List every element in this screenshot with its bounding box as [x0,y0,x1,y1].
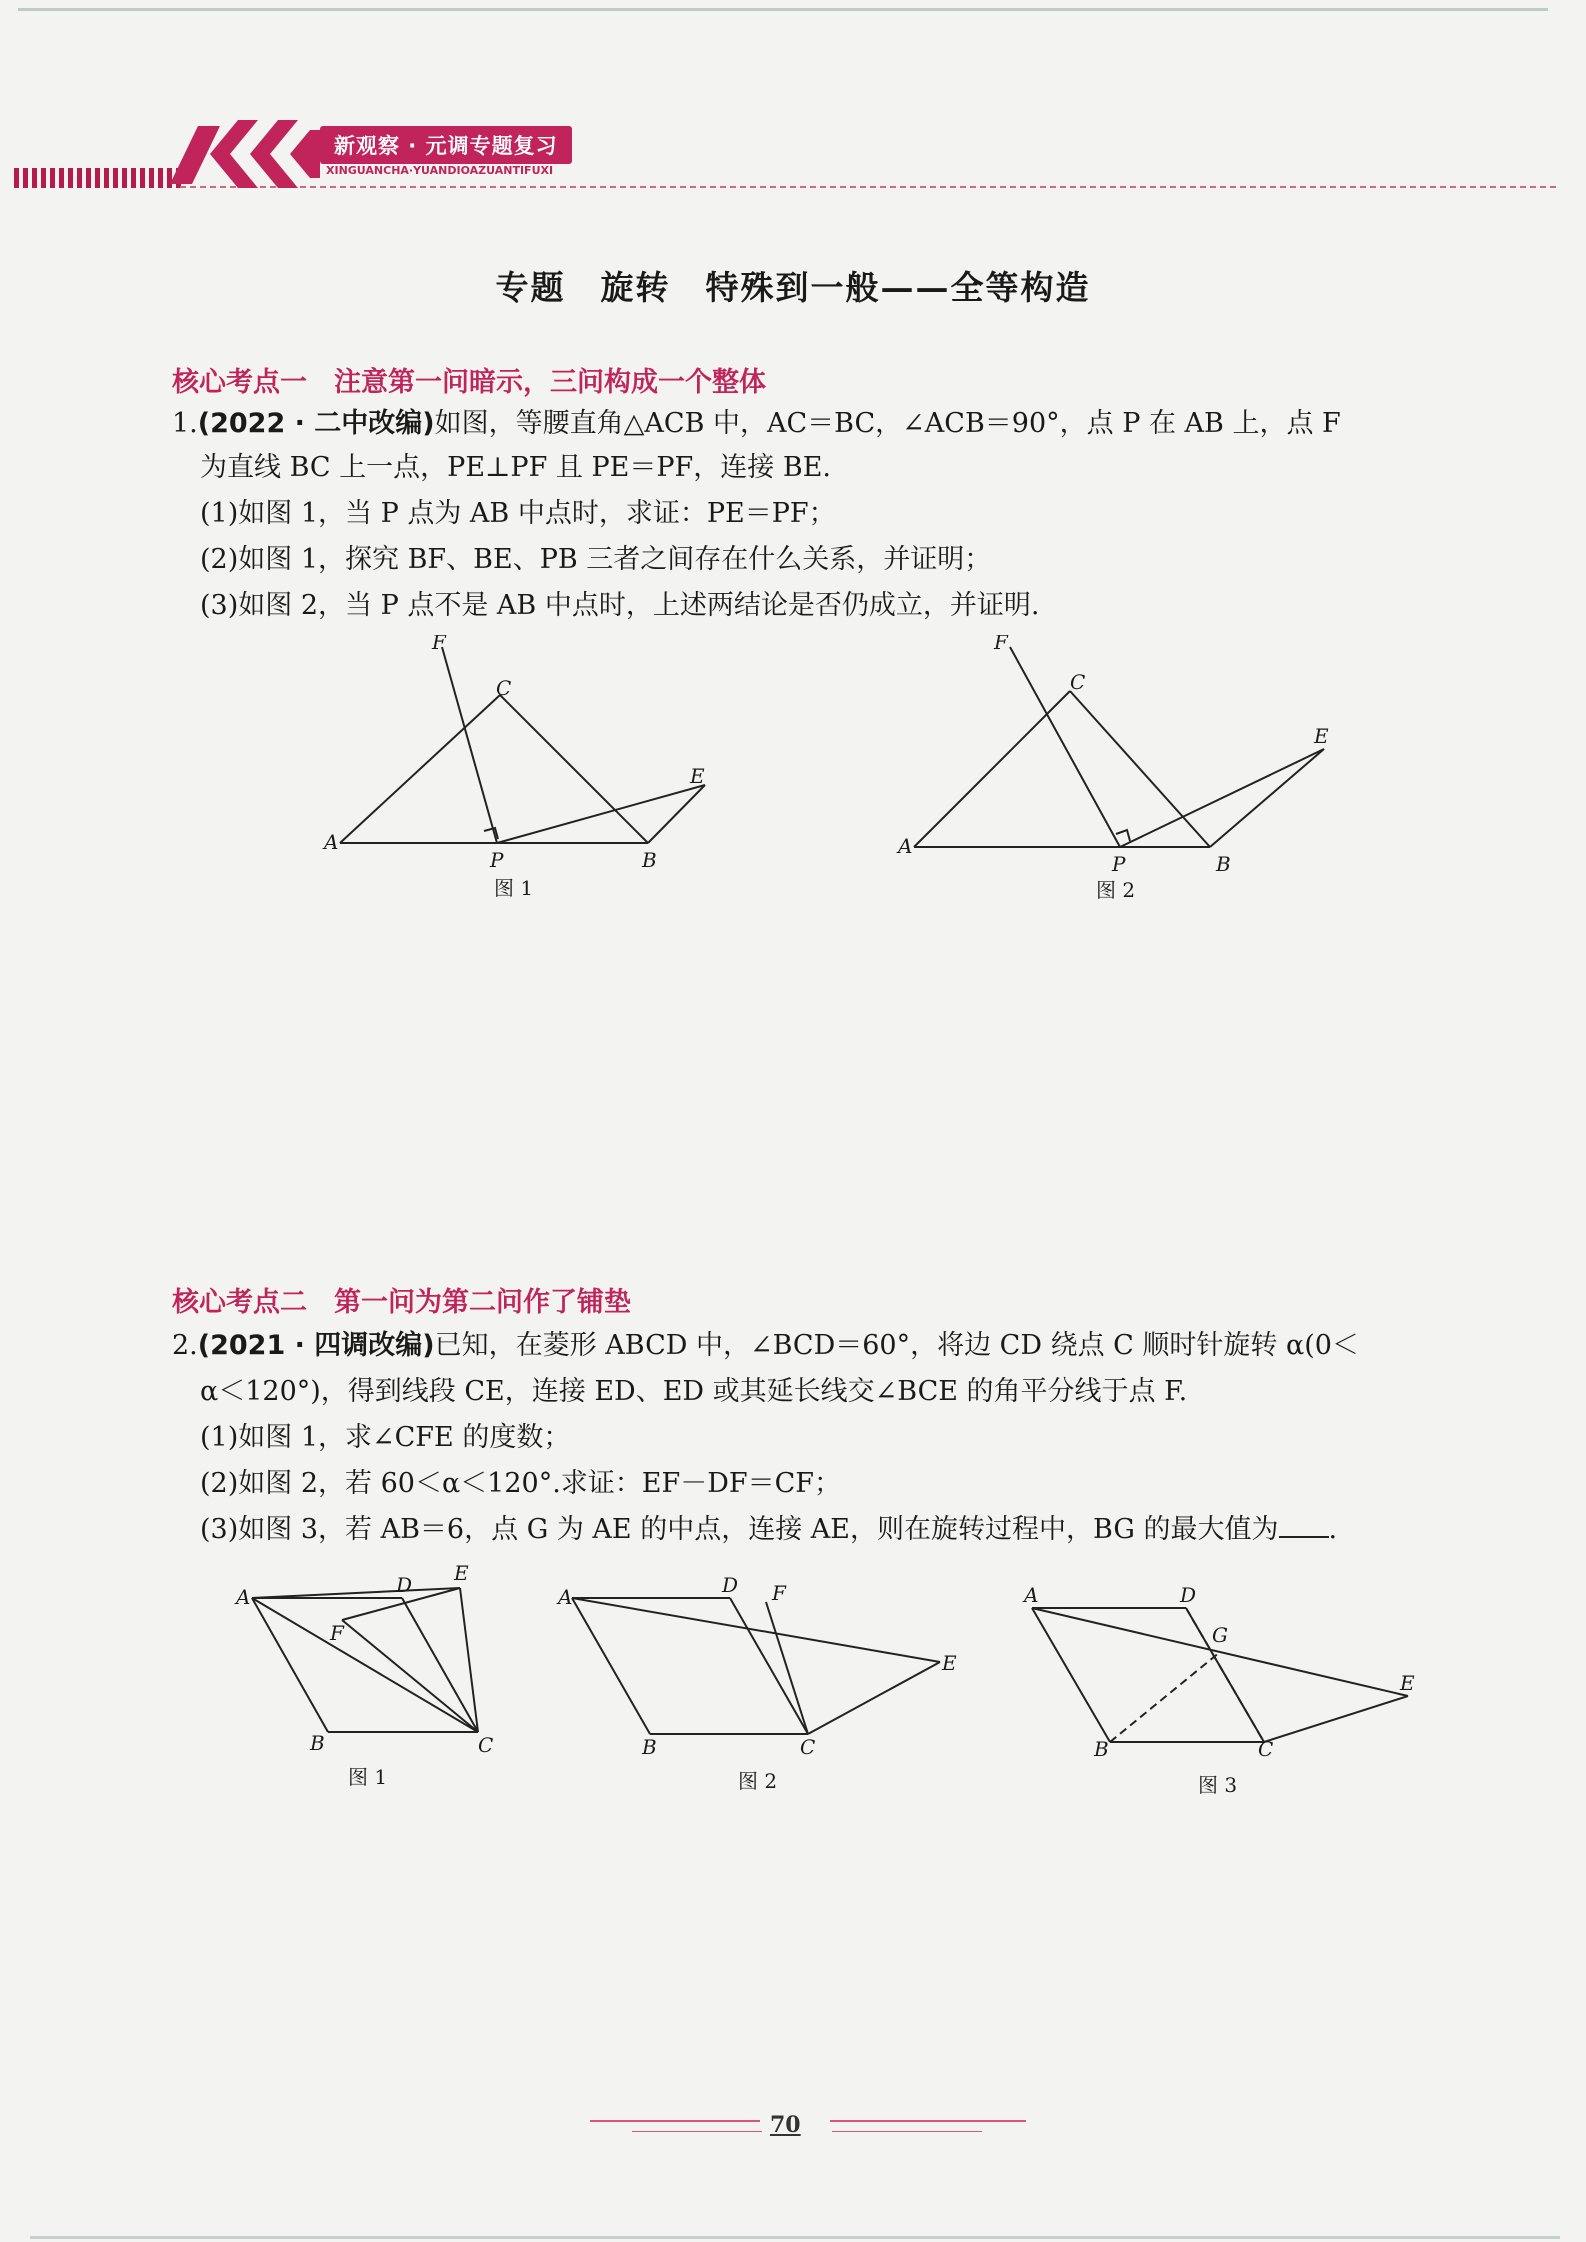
answer-blank [1279,1516,1329,1538]
q2-fig1-caption: 图 1 [348,1765,388,1789]
header-series-tag: 新观察 · 元调专题复习 [320,126,572,164]
label-b: B [642,848,657,872]
label-c: C [800,1735,816,1759]
q2-source: (2021 · 四调改编) [197,1330,435,1361]
label-b: B [1094,1737,1109,1761]
footer-line-right-2 [832,2131,982,2132]
header-series-tag-en: XINGUANCHA·YUANDIOAZUANTIFUXI [326,164,554,177]
q2-stem-2: α＜120°)，得到线段 CE，连接 ED、ED 或其延长线交∠BCE 的角平分线于点 F. [200,1376,1188,1407]
label-d: D [1180,1583,1197,1607]
label-a: A [558,1585,573,1609]
label-e: E [1314,724,1329,748]
q1-stem-line-1 [172,408,1341,440]
q2-figure-1 [230,1558,510,1803]
label-f: F [994,635,1008,654]
q2-part-3-line [200,1514,1337,1546]
label-c: C [1070,670,1086,694]
section-heading-2: 核心考点二 第一问为第二问作了铺垫 [172,1287,631,1318]
label-f: F [772,1581,786,1605]
label-a: A [1024,1583,1039,1607]
top-rule [18,8,1548,11]
label-f: F [432,635,446,654]
bottom-rule [30,2236,1560,2239]
q1-part-1: (1)如图 1，当 P 点为 AB 中点时，求证：PE＝PF； [200,498,836,529]
q1-number: 1. [172,408,198,439]
q2-number: 2. [172,1330,198,1361]
header-chevron-icon [170,118,320,190]
q2-figure-2 [550,1558,970,1803]
section-heading-1: 核心考点一 注意第一问暗示，三问构成一个整体 [172,367,766,398]
footer-line-left [590,2120,760,2122]
q1-part-2: (2)如图 1，探究 BF、BE、PB 三者之间存在什么关系，并证明； [200,544,992,575]
label-d: D [722,1573,739,1597]
page-number: 70 [770,2112,801,2138]
page-title: 专题 旋转 特殊到一般——全等构造 [495,268,1091,307]
q1-stem-2: 为直线 BC 上一点，PE⊥PF 且 PE＝PF，连接 BE. [200,452,831,483]
footer-line-right [830,2120,1026,2122]
label-p: P [490,848,504,872]
label-g: G [1212,1623,1228,1647]
label-b: B [1216,852,1231,876]
header-dashed-line [180,186,1556,188]
q2-part-3-end: . [1328,1514,1338,1545]
q1-stem-1: 如图，等腰直角△ACB 中，AC＝BC，∠ACB＝90°，点 P 在 AB 上，点 F [434,408,1341,439]
label-c: C [478,1733,494,1757]
q1-fig1-caption: 图 1 [494,876,534,900]
header-dash-bar [14,168,182,188]
label-e: E [690,764,705,788]
label-e: E [454,1561,469,1585]
label-e: E [942,1651,957,1675]
footer-line-left-2 [632,2131,762,2132]
label-p: P [1112,852,1126,876]
label-e: E [1400,1671,1415,1695]
q1-part-3: (3)如图 2，当 P 点不是 AB 中点时，上述两结论是否仍成立，并证明. [200,590,1040,621]
q2-stem-line-1 [172,1330,1359,1362]
label-b: B [310,1731,325,1755]
q2-figure-3 [1010,1558,1430,1808]
q1-figure-1 [320,635,720,925]
label-d: D [396,1573,413,1597]
q2-part-3: (3)如图 3，若 AB＝6，点 G 为 AE 的中点，连接 AE，则在旋转过程中，BG 的最大值为 [200,1514,1279,1545]
q2-stem-1: 已知，在菱形 ABCD 中，∠BCD＝60°，将边 CD 绕点 C 顺时针旋转 α(0＜ [434,1330,1359,1361]
q2-fig3-caption: 图 3 [1198,1773,1238,1797]
q1-figure-2 [890,635,1350,925]
label-a: A [898,834,913,858]
label-c: C [496,676,512,700]
q2-fig2-caption: 图 2 [738,1769,778,1793]
label-a: A [236,1585,251,1609]
q1-source: (2022 · 二中改编) [197,408,435,439]
label-a: A [324,830,339,854]
label-f: F [330,1621,344,1645]
q2-part-1: (1)如图 1，求∠CFE 的度数； [200,1422,571,1453]
label-b: B [642,1735,657,1759]
q1-fig2-caption: 图 2 [1096,878,1136,902]
label-c: C [1258,1737,1274,1761]
q2-part-2: (2)如图 2，若 60＜α＜120°.求证：EF－DF＝CF； [200,1468,842,1499]
